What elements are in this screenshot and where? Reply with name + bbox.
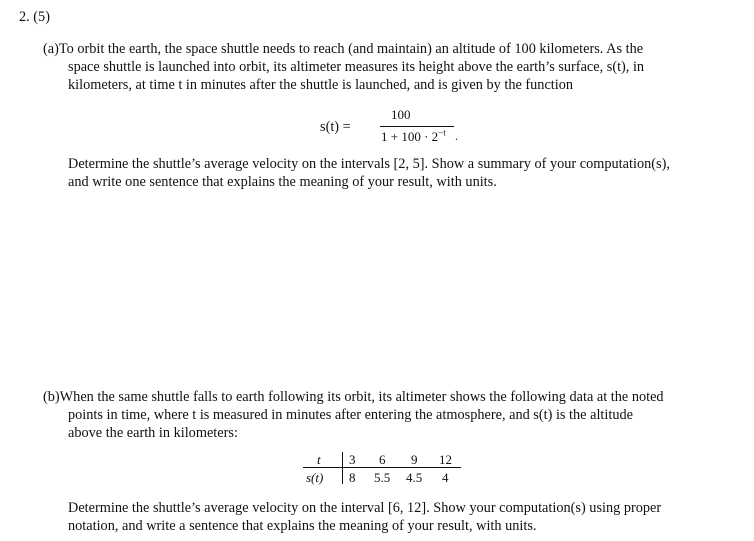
part-a-line2: space shuttle is launched into orbit, its altimeter measures its height above the earth’s surface, s(t), in [68, 59, 645, 75]
table-cell-s-4: 4 [442, 470, 449, 485]
part-b-question [43, 499, 694, 535]
table-cell-t-1: 3 [349, 452, 356, 467]
part-a-question-line2: and write one sentence that explains the meaning of your result, with units. [68, 174, 497, 190]
part-b-label: (b) [43, 389, 60, 405]
shuttle-altitude-formula [320, 106, 460, 146]
part-a-question-line1: Determine the shuttle’s average velocity on the intervals [2, 5]. Show a summary of your computation(s), [68, 156, 670, 172]
formula-trailing: . [455, 129, 458, 143]
problem-number: 2. (5) [19, 9, 50, 25]
part-a-line3: kilometers, at time t in minutes after the shuttle is launched, and is given by the function [68, 77, 574, 93]
part-a-question [43, 155, 694, 191]
formula-denominator-exponent: −t [438, 127, 446, 138]
part-b-line3: above the earth in kilometers: [68, 425, 238, 441]
formula-numerator: 100 [391, 107, 411, 122]
part-b-line1 [43, 388, 694, 406]
table-row-header-t: t [317, 452, 321, 467]
table-cell-s-3: 4.5 [406, 470, 423, 485]
part-b-intro [43, 388, 694, 442]
table-cell-s-2: 5.5 [374, 470, 391, 485]
part-a-intro-line1: To orbit the earth, the space shuttle needs to reach (and maintain) an altitude of 100 kilometers. As the [58, 41, 644, 57]
formula-denominator-base: 1 + 100 · 2 [381, 129, 439, 144]
formula-denominator [381, 128, 446, 146]
part-a-line1 [43, 40, 694, 58]
part-b-question-line1: Determine the shuttle’s average velocity on the interval [6, 12]. Show your computation(s) using proper [68, 500, 662, 516]
table-cell-s-1: 8 [349, 470, 356, 485]
table-vertical-rule [342, 452, 343, 484]
table-cell-t-4: 12 [439, 452, 452, 467]
part-a-intro [43, 40, 694, 94]
table-row-header-s: s(t) [306, 470, 324, 485]
part-b-line2: points in time, where t is measured in minutes after entering the atmosphere, and s(t) is the altitude [68, 407, 633, 423]
part-b-intro-line1: When the same shuttle falls to earth following its orbit, its altimeter shows the following data at the noted [59, 389, 664, 405]
table-cell-t-2: 6 [379, 452, 386, 467]
part-a-label: (a) [43, 41, 59, 57]
part-b-question-line2: notation, and write a sentence that explains the meaning of your result, with units. [68, 518, 537, 534]
formula-lhs: s(t) = [320, 119, 351, 135]
altitude-data-table [303, 450, 463, 486]
table-cell-t-3: 9 [411, 452, 418, 467]
